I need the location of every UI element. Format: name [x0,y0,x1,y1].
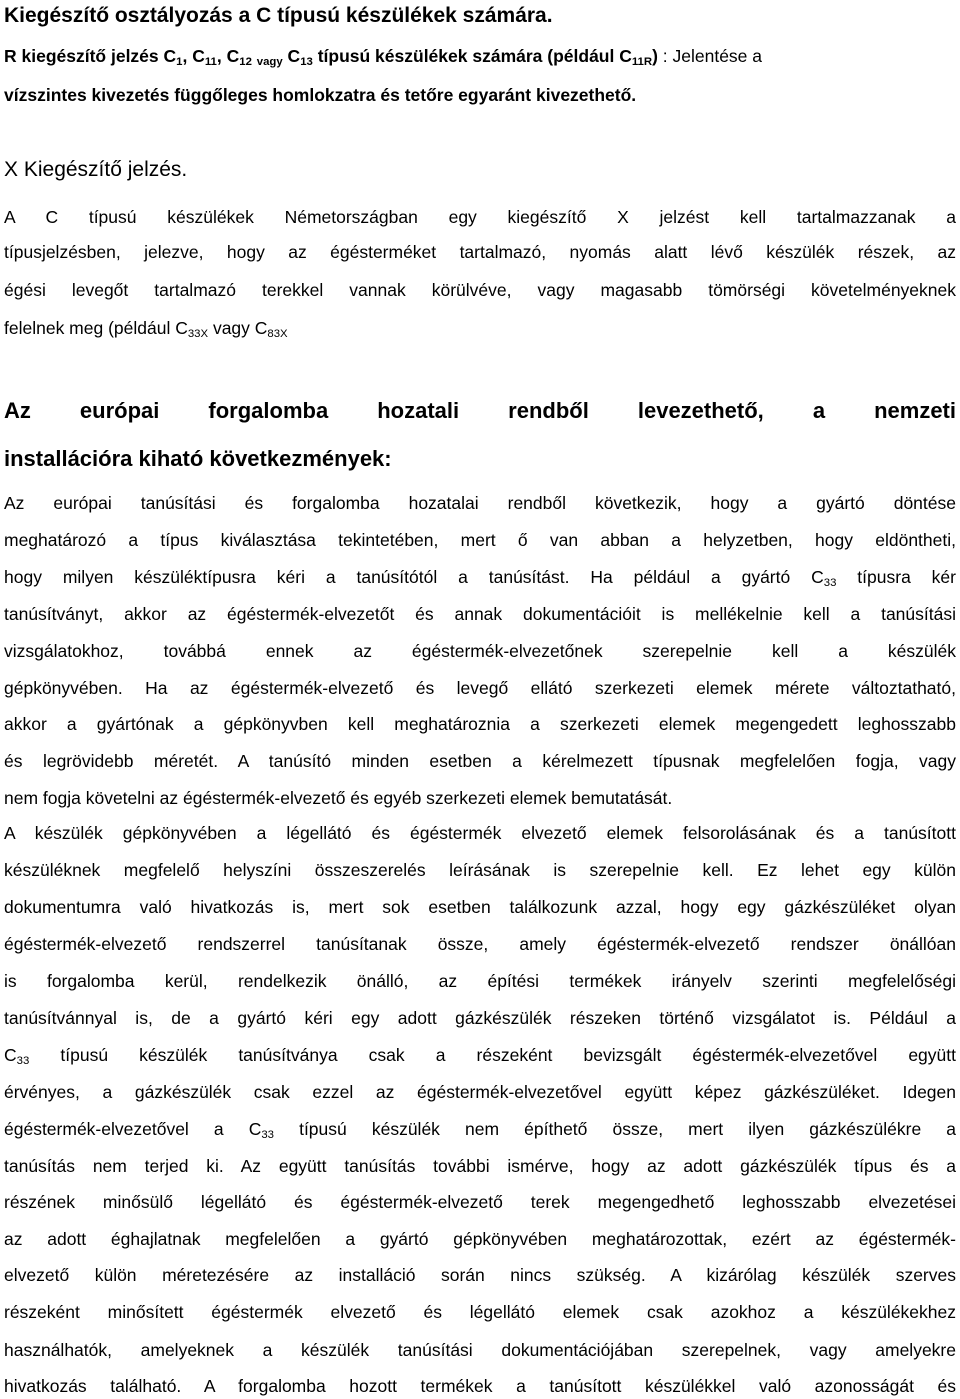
subscript: 33X [187,327,209,340]
body-line-11: készüléknek megfelelő helyszíni összeszerelés leírásának is szerepelnie kell. Ez lehet egy külön [4,860,956,880]
body-line-24: használhatók, amelyeknek a készülék tanúsítási dokumentációjában szerepelnek, vagy amelyekre [4,1340,956,1360]
body-line-25: hivatkozás található. A forgalomba hozott termékek a tanúsított készülékkel való azonosságát és [4,1376,956,1396]
subscript: 33 [16,1054,30,1067]
subscript: 11 [204,55,217,68]
body-line-3 [4,566,956,588]
body-line-23: részeként minősített égéstermék elvezető és légellátó elemek csak azokhoz a készülékekhez [4,1302,956,1322]
subscript: 11R [631,55,653,68]
body-line-19: tanúsítás nem terjed ki. Az együtt tanúsítás további ismérve, hogy az adott gázkészülék típus és a [4,1156,956,1176]
subscript-vagy: vagy [256,55,283,68]
body-line-22: elvezető külön méretezésére az installáció során nincs szükség. A kizárólag készülék szerves [4,1265,956,1285]
text-run: R kiegészítő jelzés C [4,46,177,66]
body-line-6: gépkönyvében. Ha az égéstermék-elvezető és levegő ellátó szerkezeti elemek mérete változtatható, [4,678,956,698]
subscript: 33 [823,576,837,589]
subscript: 83X [267,327,288,340]
body-line-7: akkor a gyártónak a gépkönyvben kell meghatároznia a szerkezeti elemek megengedett leghosszabb [4,714,956,734]
text-run: felelnek meg (például C [4,318,188,338]
body-line-20: részének minősülő légellátó és égéstermék-elvezető terek megengedhető leghosszabb elvezetései [4,1192,956,1212]
page-title: Kiegészítő osztályozás a C típusú készülékek számára. [4,4,553,27]
x-heading: X Kiegészítő jelzés. [4,158,188,181]
consequences-heading-line-1: Az európai forgalomba hozatali rendből levezethető, a nemzeti [4,398,956,423]
x-paragraph-line-4 [4,317,956,339]
text-run: típusú készülékek számára (például C [317,46,632,66]
subscript: 13 [300,55,313,68]
body-line-9: nem fogja követelni az égéstermék-elvezető és egyéb szerkezeti elemek bemutatását. [4,788,673,808]
body-line-13: égéstermék-elvezető rendszerrel tanúsítanak össze, amely égéstermék-elvezető rendszer önállóan [4,934,956,954]
text-run: : Jelentése a [657,46,763,66]
body-line-1: Az európai tanúsítási és forgalomba hozatalai rendből következik, hogy a gyártó döntése [4,493,956,513]
body-line-17: érvényes, a gázkészülék csak ezzel az égéstermék-elvezetővel együtt képez gázkészüléket. Idegen [4,1082,956,1102]
body-line-5: vizsgálatokhoz, továbbá ennek az égéstermék-elvezetőnek szerepelnie kell a készülék [4,641,956,661]
body-line-21: az adott éghajlatnak megfelelően a gyártó gépkönyvében meghatározottak, ezért az égéstermék- [4,1229,956,1249]
body-line-16 [4,1044,956,1066]
body-line-2: meghatározó a típus kiválasztása tekintetében, mert ő van abban a helyzetben, hogy eldöntheti, [4,530,956,550]
text-run: hogy milyen készüléktípusra kéri a tanúsítótól a tanúsítást. Ha például a gyártó C [4,567,824,587]
body-line-10: A készülék gépkönyvében a légellátó és égéstermék elvezető elemek felsorolásának és a tanúsított [4,823,956,843]
x-paragraph-line-2: típusjelzésben, jelezve, hogy az égésterméket tartalmazó, nyomás alatt lévő készülék részek, az [4,242,956,262]
subscript: 12 [239,55,252,68]
body-line-14: is forgalomba kerül, rendelkezik önálló, az építési termékek irányelv szerinti megfelelőségi [4,971,956,991]
text-run: vagy C [208,318,268,338]
text-run: , C [182,46,205,66]
body-line-8: és legrövidebb méretét. A tanúsító minden esetben a kérelmezett típusnak megfelelően fogja, vagy [4,751,956,771]
supplement-r-line-2: vízszintes kivezetés függőleges homlokzatra és tetőre egyaránt kivezethető. [4,85,637,105]
subscript: 33 [261,1128,274,1141]
supplement-r-line-1 [4,45,956,67]
body-line-15: tanúsítvánnyal is, de a gyártó kéri egy adott gázkészülék részeken történő vizsgálatot is. Például a [4,1008,956,1028]
text-run: ) [652,46,658,66]
text-run: C [287,46,301,66]
text-run: , C [216,46,240,66]
body-line-12: dokumentumra való hivatkozás is, mert sok esetben találkozunk azzal, hogy egy gázkészüléket olyan [4,897,956,917]
text-run: égéstermék-elvezetővel a C [4,1119,262,1139]
text-run: típusú készülék tanúsítványa csak a részeként bevizsgált égéstermék-elvezetővel együtt [29,1045,956,1065]
subscript: 1 [176,55,183,68]
body-line-18 [4,1118,956,1140]
body-line-4: tanúsítványt, akkor az égéstermék-elvezetőt és annak dokumentációit is mellékelnie kell a tanúsítási [4,604,956,624]
text-run: típusra kér [836,567,956,587]
consequences-heading-line-2: installációra kiható következmények: [4,446,392,471]
x-paragraph-line-1: A C típusú készülékek Németországban egy kiegészítő X jelzést kell tartalmazzanak a [4,207,956,227]
x-paragraph-line-3: égési levegőt tartalmazó terekkel vannak körülvéve, vagy magasabb tömörségi követelményeknek [4,280,956,300]
text-run: típusú készülék nem építhető össze, mert ilyen gázkészülékre a [274,1119,956,1139]
text-run: C [4,1045,17,1065]
